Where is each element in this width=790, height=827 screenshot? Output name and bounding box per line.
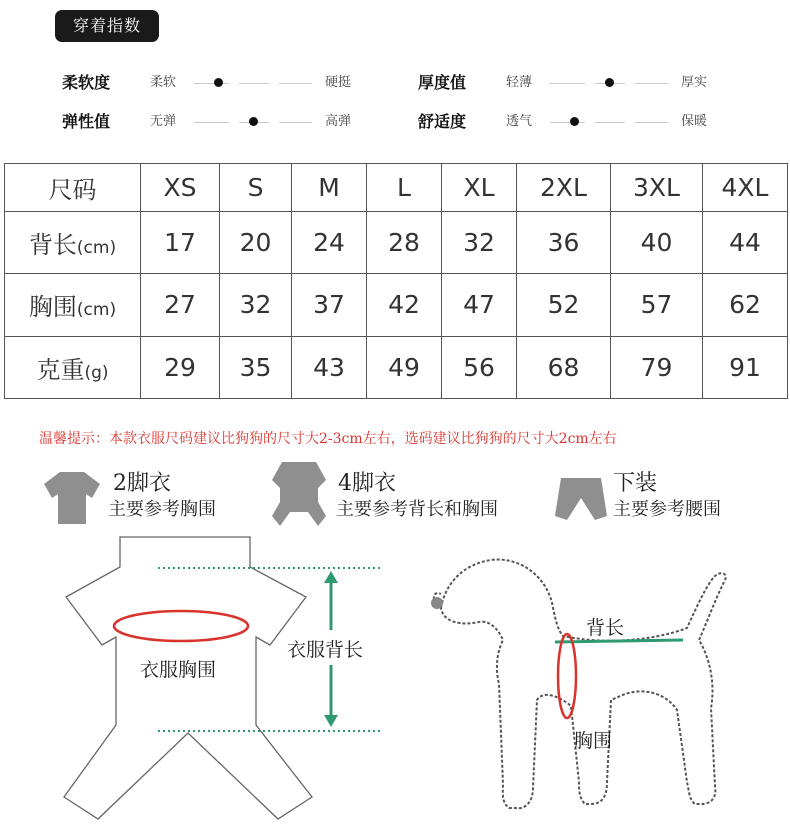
table-cell: 91 (703, 336, 788, 398)
header-cell: 4XL (703, 164, 788, 212)
table-cell: 24 (292, 211, 367, 273)
level-dot (214, 78, 223, 87)
table-row (5, 336, 788, 398)
row-unit: (g) (84, 362, 109, 383)
table-cell: 79 (611, 336, 703, 398)
table-cell: 42 (367, 274, 442, 336)
table-cell: 56 (442, 336, 517, 398)
dog-outline-diagram (425, 550, 775, 820)
table-cell: 17 (141, 211, 220, 273)
table-cell: 57 (611, 274, 703, 336)
table-row (5, 211, 788, 273)
level-dot (249, 117, 258, 126)
header-cell: S (220, 164, 292, 212)
comfort-rating (418, 110, 718, 134)
row-unit: (cm) (76, 238, 117, 259)
row-header-cell (5, 274, 141, 336)
table-cell: 27 (141, 274, 220, 336)
table-cell: 44 (703, 211, 788, 273)
table-cell: 40 (611, 211, 703, 273)
table-cell: 32 (220, 274, 292, 336)
header-cell: XS (141, 164, 220, 212)
attr-label: 厚度值 (418, 73, 467, 92)
wear-index-badge: 穿着指数 (55, 10, 159, 42)
four-leg-suit-icon (268, 460, 330, 530)
header-cell: 3XL (611, 164, 703, 212)
pants-icon (553, 476, 609, 522)
attr-high-label: 厚实 (681, 75, 708, 90)
thickness-rating (418, 71, 718, 95)
legend-subtitle: 主要参考腰围 (613, 499, 721, 520)
attr-high-label: 保暖 (681, 114, 708, 129)
table-cell: 43 (292, 336, 367, 398)
table-cell: 32 (442, 211, 517, 273)
attr-low-label: 柔软 (150, 75, 177, 90)
table-cell: 47 (442, 274, 517, 336)
attr-label: 舒适度 (418, 112, 467, 131)
legend-title: 下装 (613, 471, 658, 496)
header-cell: XL (442, 164, 517, 212)
table-header-row (5, 164, 788, 212)
header-cell: 2XL (517, 164, 611, 212)
legend-title: 4脚衣 (338, 471, 396, 496)
row-unit: (cm) (76, 300, 117, 321)
elasticity-rating (62, 110, 362, 134)
attr-low-label: 透气 (506, 114, 533, 129)
row-name: 克重 (36, 355, 85, 384)
two-leg-shirt-icon (42, 470, 102, 526)
table-cell: 36 (517, 211, 611, 273)
legend-subtitle: 主要参考胸围 (108, 499, 216, 520)
size-tip: 温馨提示：本款衣服尺码建议比狗狗的尺寸大2-3cm左右，选码建议比狗狗的尺寸大2cm左右 (39, 431, 617, 447)
level-dot (605, 78, 614, 87)
softness-rating (62, 71, 362, 95)
garment-chest-label: 衣服胸围 (140, 659, 217, 681)
table-row (5, 274, 788, 336)
row-header-cell (5, 336, 141, 398)
attr-low-label: 无弹 (150, 114, 177, 129)
dog-chest-label: 胸围 (574, 730, 613, 752)
table-cell: 37 (292, 274, 367, 336)
row-name: 胸围 (28, 293, 77, 322)
attr-high-label: 硬挺 (325, 75, 352, 90)
table-cell: 28 (367, 211, 442, 273)
garment-back-label: 衣服背长 (287, 639, 364, 661)
header-cell: M (292, 164, 367, 212)
header-cell: 尺码 (5, 164, 141, 212)
table-cell: 52 (517, 274, 611, 336)
table-cell: 35 (220, 336, 292, 398)
table-cell: 49 (367, 336, 442, 398)
size-table (4, 163, 788, 399)
attr-high-label: 高弹 (325, 114, 352, 129)
row-header-cell (5, 211, 141, 273)
legend-subtitle: 主要参考背长和胸围 (336, 499, 498, 520)
table-cell: 29 (141, 336, 220, 398)
header-cell: L (367, 164, 442, 212)
row-name: 背长 (28, 231, 77, 260)
table-cell: 20 (220, 211, 292, 273)
attr-label: 柔软度 (62, 73, 111, 92)
attr-low-label: 轻薄 (506, 75, 533, 90)
table-cell: 62 (703, 274, 788, 336)
table-cell: 68 (517, 336, 611, 398)
level-dot (570, 117, 579, 126)
attr-label: 弹性值 (62, 112, 111, 131)
legend-title: 2脚衣 (113, 471, 171, 496)
dog-back-label: 背长 (586, 617, 625, 639)
